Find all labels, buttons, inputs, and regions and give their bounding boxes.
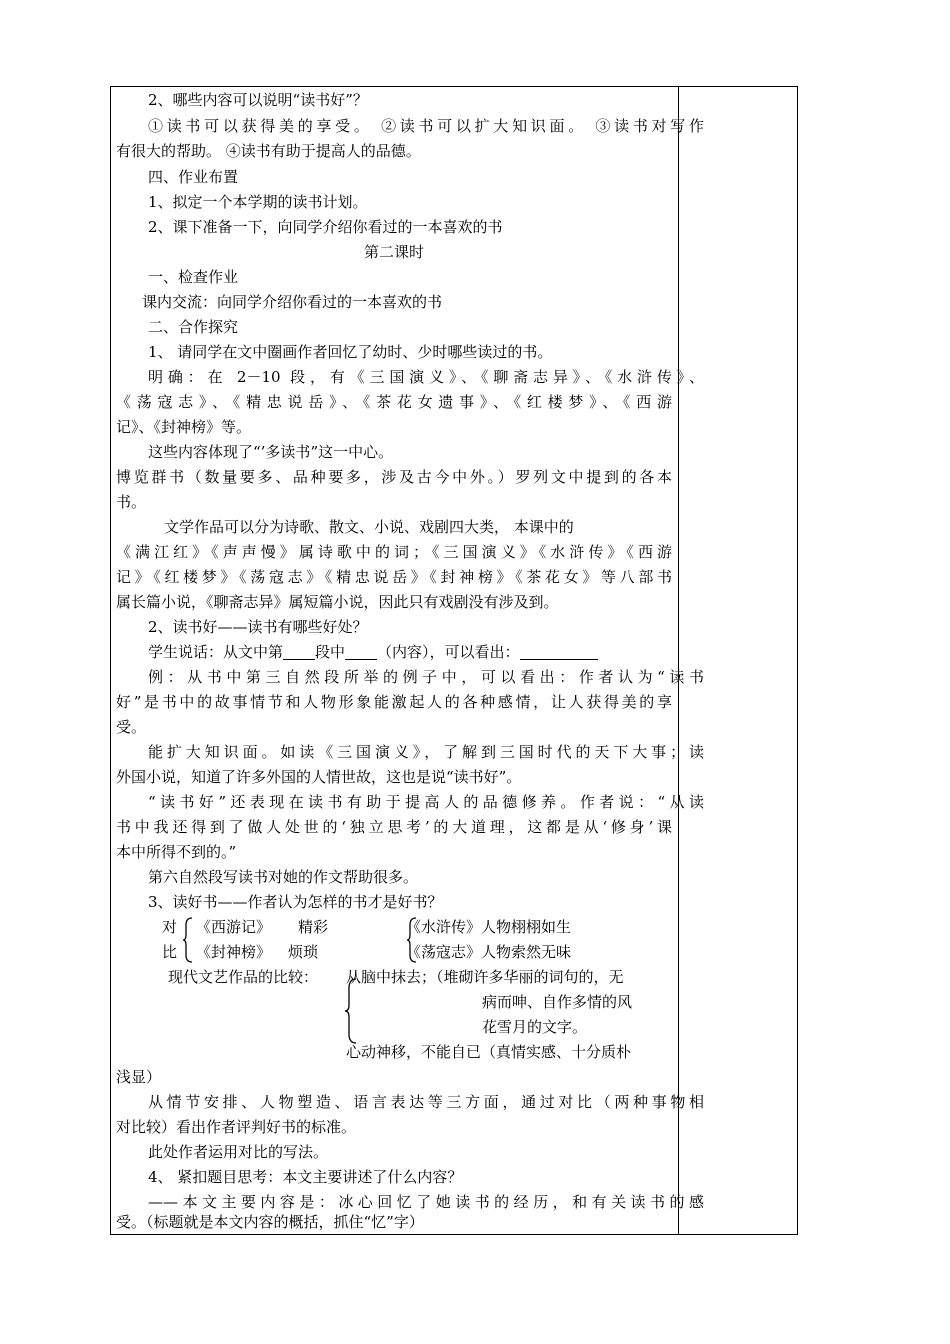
section-heading: 四、作业布置	[148, 168, 239, 186]
text-line: 有很大的帮助。 ④读书有助于提高人的品德。	[116, 142, 421, 160]
rating-fansuo: 烦琐	[288, 943, 319, 961]
text-line: 受。	[116, 718, 147, 736]
fill-mid2: （内容），可以看出：	[377, 643, 520, 661]
text-line: 此处作者运用对比的写法。	[148, 1143, 329, 1161]
text-line: 受。（标题就是本文内容的概括，抓住“忆”字）	[116, 1213, 424, 1231]
blank-content[interactable]	[345, 643, 377, 660]
modern-line-3: 花雪月的文字。	[482, 1018, 588, 1036]
text-line: 文学作品可以分为诗歌、散文、小说、戏剧四大类， 本课中的	[164, 518, 574, 536]
blank-answer[interactable]	[520, 643, 598, 660]
text-line: 第六自然段写读书对她的作文帮助很多。	[148, 868, 419, 886]
text-line: 明确：在 2－10 段，有《三国演义》、《聊斋志异》、《水浒传》、	[148, 368, 704, 386]
text-line: 1、拟定一个本学期的读书计划。	[148, 193, 368, 211]
text-line: 外国小说，知道了许多外国的人情世故，这也是说“读书好”。	[116, 768, 522, 786]
text-line: 博览群书（数量要多、品种要多，涉及古今中外。）罗列文中提到的各本	[116, 468, 672, 486]
text-line: 属长篇小说，《聊斋志异》属短篇小说，因此只有戏剧没有涉及到。	[116, 593, 559, 611]
text-line: 2、课下准备一下，向同学介绍你看过的一本喜欢的书	[148, 218, 503, 236]
text-line: 对比较）看出作者评判好书的标准。	[116, 1118, 357, 1136]
lesson-title: 第二课时	[363, 243, 424, 261]
book-dangkouzhi: 《荡寇志》人物索然无味	[406, 943, 572, 961]
brace-right-icon	[406, 917, 418, 963]
text-line: 浅显）	[116, 1068, 162, 1086]
text-line: 《荡寇志》、《精忠说岳》、《茶花女遗事》、《红楼梦》、《西游	[116, 393, 672, 411]
text-line: 1、 请同学在文中圈画作者回忆了幼时、少时哪些读过的书。	[148, 343, 553, 361]
text-line: ——本文主要内容是：冰心回忆了她读书的经历，和有关读书的感	[148, 1193, 704, 1211]
section-heading: 一、检查作业	[148, 268, 239, 286]
book-shuihuzhuan: 《水浒传》人物栩栩如生	[406, 918, 572, 936]
modern-line-2: 病而呻、自作多情的风	[482, 993, 633, 1011]
book-xiyouji: 《西游记》	[196, 918, 272, 936]
modern-line-4: 心动神移，不能自已（真情实感、十分质朴	[346, 1043, 632, 1061]
text-line: 例：从书中第三自然段所举的例子中，可以看出：作者认为“读书	[148, 668, 704, 686]
text-line: 2、哪些内容可以说明“读书好”？	[148, 91, 368, 109]
text-line: “读书好”还表现在读书有助于提高人的品德修养。作者说：“从读	[148, 793, 704, 811]
text-line: 书中我还得到了做人处世的‘独立思考’的大道理，这都是从‘修身’课	[116, 818, 672, 836]
text-line: 这些内容体现了“’多读书”这一中心。	[148, 443, 394, 461]
text-line: 好”是书中的故事情节和人物形象能激起人的各种感情，让人获得美的享	[116, 693, 672, 711]
text-line: 书。	[116, 493, 147, 511]
book-fengshenbang: 《封神榜》	[196, 943, 272, 961]
text-line: ①读书可以获得美的享受。 ②读书可以扩大知识面。 ③读书对写作	[148, 117, 704, 135]
text-line: 能扩大知识面。如读《三国演义》，了解到三国时代的天下大事；读	[148, 743, 704, 761]
modern-line-1: 从脑中抹去；（堆砌许多华丽的词句的，无	[346, 968, 624, 986]
section-heading: 二、合作探究	[148, 318, 239, 336]
text-line: 本中所得不到的。”	[116, 843, 237, 861]
text-line: 记》、《封神榜》等。	[116, 418, 252, 436]
text-line: 2、读书好——读书有哪些好处？	[148, 618, 368, 636]
section-heading: 3、读好书——作者认为怎样的书才是好书？	[148, 893, 443, 911]
compare-label-dui: 对	[162, 918, 178, 936]
text-line: 从情节安排、人物塑造、语言表达等三方面，通过对比（两种事物相	[148, 1093, 704, 1111]
brace-modern-icon	[344, 978, 358, 1044]
modern-comparison-label: 现代文艺作品的比较：	[168, 968, 319, 986]
brace-left-icon	[182, 917, 194, 963]
rating-jingcai: 精彩	[298, 918, 329, 936]
compare-label-bi: 比	[162, 943, 178, 961]
blank-paragraph[interactable]	[283, 643, 315, 660]
fill-mid1: 段中	[315, 643, 346, 661]
text-line: 4、 紧扣题目思考：本文主要讲述了什么内容？	[148, 1168, 463, 1186]
fill-in-line	[116, 640, 704, 665]
text-line: 《满江红》《声声慢》属诗歌中的词；《三国演义》《水浒传》《西游	[116, 543, 672, 561]
fill-prefix: 学生说话：从文中第	[148, 643, 284, 661]
text-line: 记》《红楼梦》《荡寇志》《精忠说岳》《封神榜》《茶花女》等八部书	[116, 568, 672, 586]
text-line: 课内交流：向同学介绍你看过的一本喜欢的书	[142, 293, 443, 311]
